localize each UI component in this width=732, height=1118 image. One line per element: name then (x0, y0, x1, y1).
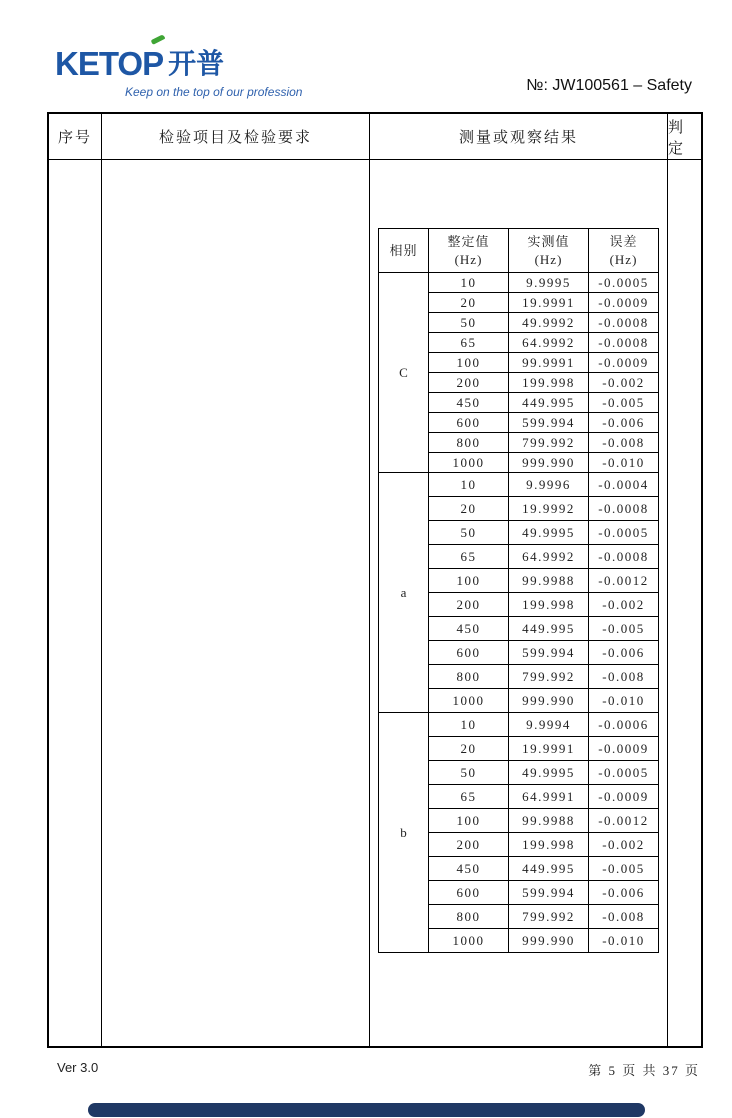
brand-wordmark (55, 42, 224, 83)
measured-value-cell: 449.995 (509, 617, 589, 641)
measured-value-cell: 449.995 (509, 393, 589, 413)
column-header-serial: 序号 (49, 114, 102, 160)
set-value-cell: 100 (429, 569, 509, 593)
measured-value-cell: 199.998 (509, 373, 589, 393)
measured-value-cell: 99.9988 (509, 809, 589, 833)
error-value-cell: -0.008 (589, 665, 659, 689)
measured-value-cell: 9.9996 (509, 473, 589, 497)
error-value-cell: -0.0006 (589, 713, 659, 737)
measured-value-cell: 99.9991 (509, 353, 589, 373)
set-value-cell: 10 (429, 713, 509, 737)
set-value-cell: 1000 (429, 453, 509, 473)
error-value-cell: -0.0009 (589, 353, 659, 373)
set-value-cell: 800 (429, 665, 509, 689)
error-value-cell: -0.008 (589, 905, 659, 929)
set-value-cell: 50 (429, 521, 509, 545)
judgment-body-cell (668, 160, 701, 1046)
set-value-cell: 65 (429, 333, 509, 353)
error-value-cell: -0.0005 (589, 273, 659, 293)
result-table (378, 228, 659, 953)
brand-tagline: Keep on the top of our profession (125, 85, 303, 99)
error-value-cell: -0.0005 (589, 761, 659, 785)
measured-value-cell: 19.9992 (509, 497, 589, 521)
header-set-label: 整定值 (447, 233, 490, 249)
set-value-cell: 65 (429, 545, 509, 569)
result-table-header-row (379, 229, 659, 273)
error-value-cell: -0.0009 (589, 737, 659, 761)
set-value-cell: 450 (429, 393, 509, 413)
set-value-cell: 20 (429, 293, 509, 313)
header-error-label: 误差 (609, 233, 638, 249)
result-row (379, 713, 659, 737)
error-value-cell: -0.0012 (589, 569, 659, 593)
header-set-value (429, 229, 509, 273)
set-value-cell: 50 (429, 761, 509, 785)
footer-page-info: 第 5 页 共 37 页 (588, 1063, 700, 1078)
error-value-cell: -0.010 (589, 929, 659, 953)
measured-value-cell: 49.9995 (509, 761, 589, 785)
measured-value-cell: 199.998 (509, 593, 589, 617)
measured-value-cell: 49.9992 (509, 313, 589, 333)
error-value-cell: -0.002 (589, 593, 659, 617)
header-measured-label: 实测值 (527, 233, 570, 249)
header-error (589, 229, 659, 273)
result-table-body (379, 273, 659, 953)
measured-value-cell: 799.992 (509, 665, 589, 689)
report-number: №: JW100561 – Safety (526, 77, 692, 94)
header-set-unit: (Hz) (454, 251, 483, 267)
set-value-cell: 200 (429, 833, 509, 857)
phase-cell: C (379, 273, 429, 473)
measured-value-cell: 999.990 (509, 689, 589, 713)
header-error-unit: (Hz) (609, 251, 638, 267)
error-value-cell: -0.006 (589, 641, 659, 665)
brand-text-en: KETOP (55, 45, 164, 82)
error-value-cell: -0.0012 (589, 809, 659, 833)
measured-value-cell: 19.9991 (509, 293, 589, 313)
footer-version: Ver 3.0 (57, 1060, 99, 1075)
column-header-judgment: 判定 (668, 114, 701, 160)
measured-value-cell: 599.994 (509, 641, 589, 665)
measured-value-cell: 199.998 (509, 833, 589, 857)
error-value-cell: -0.0005 (589, 521, 659, 545)
measured-value-cell: 64.9991 (509, 785, 589, 809)
set-value-cell: 10 (429, 273, 509, 293)
set-value-cell: 1000 (429, 689, 509, 713)
measured-value-cell: 9.9995 (509, 273, 589, 293)
error-value-cell: -0.006 (589, 881, 659, 905)
result-row (379, 473, 659, 497)
set-value-cell: 100 (429, 353, 509, 373)
error-value-cell: -0.002 (589, 833, 659, 857)
error-value-cell: -0.0008 (589, 333, 659, 353)
measured-value-cell: 9.9994 (509, 713, 589, 737)
phase-cell: b (379, 713, 429, 953)
error-value-cell: -0.002 (589, 373, 659, 393)
set-value-cell: 200 (429, 373, 509, 393)
items-body-cell (102, 160, 370, 1046)
column-header-results: 测量或观察结果 (370, 114, 668, 160)
measured-value-cell: 599.994 (509, 413, 589, 433)
header-phase-label: 相别 (389, 242, 418, 258)
measured-value-cell: 799.992 (509, 433, 589, 453)
measured-value-cell: 799.992 (509, 905, 589, 929)
set-value-cell: 1000 (429, 929, 509, 953)
measured-value-cell: 999.990 (509, 929, 589, 953)
set-value-cell: 800 (429, 905, 509, 929)
error-value-cell: -0.0008 (589, 313, 659, 333)
measured-value-cell: 64.9992 (509, 333, 589, 353)
header-measured-unit: (Hz) (534, 251, 563, 267)
set-value-cell: 50 (429, 313, 509, 333)
measured-value-cell: 449.995 (509, 857, 589, 881)
error-value-cell: -0.005 (589, 617, 659, 641)
measured-value-cell: 99.9988 (509, 569, 589, 593)
error-value-cell: -0.0009 (589, 293, 659, 313)
measured-value-cell: 49.9995 (509, 521, 589, 545)
error-value-cell: -0.0008 (589, 497, 659, 521)
error-value-cell: -0.008 (589, 433, 659, 453)
set-value-cell: 65 (429, 785, 509, 809)
set-value-cell: 800 (429, 433, 509, 453)
set-value-cell: 450 (429, 857, 509, 881)
measured-value-cell: 599.994 (509, 881, 589, 905)
error-value-cell: -0.005 (589, 393, 659, 413)
horizontal-scrollbar-thumb[interactable] (88, 1103, 645, 1117)
measured-value-cell: 999.990 (509, 453, 589, 473)
measured-value-cell: 64.9992 (509, 545, 589, 569)
header-phase (379, 229, 429, 273)
error-value-cell: -0.0008 (589, 545, 659, 569)
set-value-cell: 600 (429, 881, 509, 905)
error-value-cell: -0.005 (589, 857, 659, 881)
error-value-cell: -0.0009 (589, 785, 659, 809)
set-value-cell: 450 (429, 617, 509, 641)
brand-text-cn: 开普 (168, 48, 225, 79)
set-value-cell: 200 (429, 593, 509, 617)
serial-body-cell (49, 160, 102, 1046)
result-row (379, 273, 659, 293)
company-logo (55, 42, 302, 99)
column-header-items: 检验项目及检验要求 (102, 114, 370, 160)
set-value-cell: 600 (429, 641, 509, 665)
set-value-cell: 20 (429, 497, 509, 521)
leaf-accent-icon (151, 34, 166, 45)
phase-cell: a (379, 473, 429, 713)
set-value-cell: 100 (429, 809, 509, 833)
error-value-cell: -0.0004 (589, 473, 659, 497)
error-value-cell: -0.010 (589, 453, 659, 473)
set-value-cell: 20 (429, 737, 509, 761)
error-value-cell: -0.006 (589, 413, 659, 433)
measured-value-cell: 19.9991 (509, 737, 589, 761)
header-measured-value (509, 229, 589, 273)
set-value-cell: 600 (429, 413, 509, 433)
set-value-cell: 10 (429, 473, 509, 497)
error-value-cell: -0.010 (589, 689, 659, 713)
